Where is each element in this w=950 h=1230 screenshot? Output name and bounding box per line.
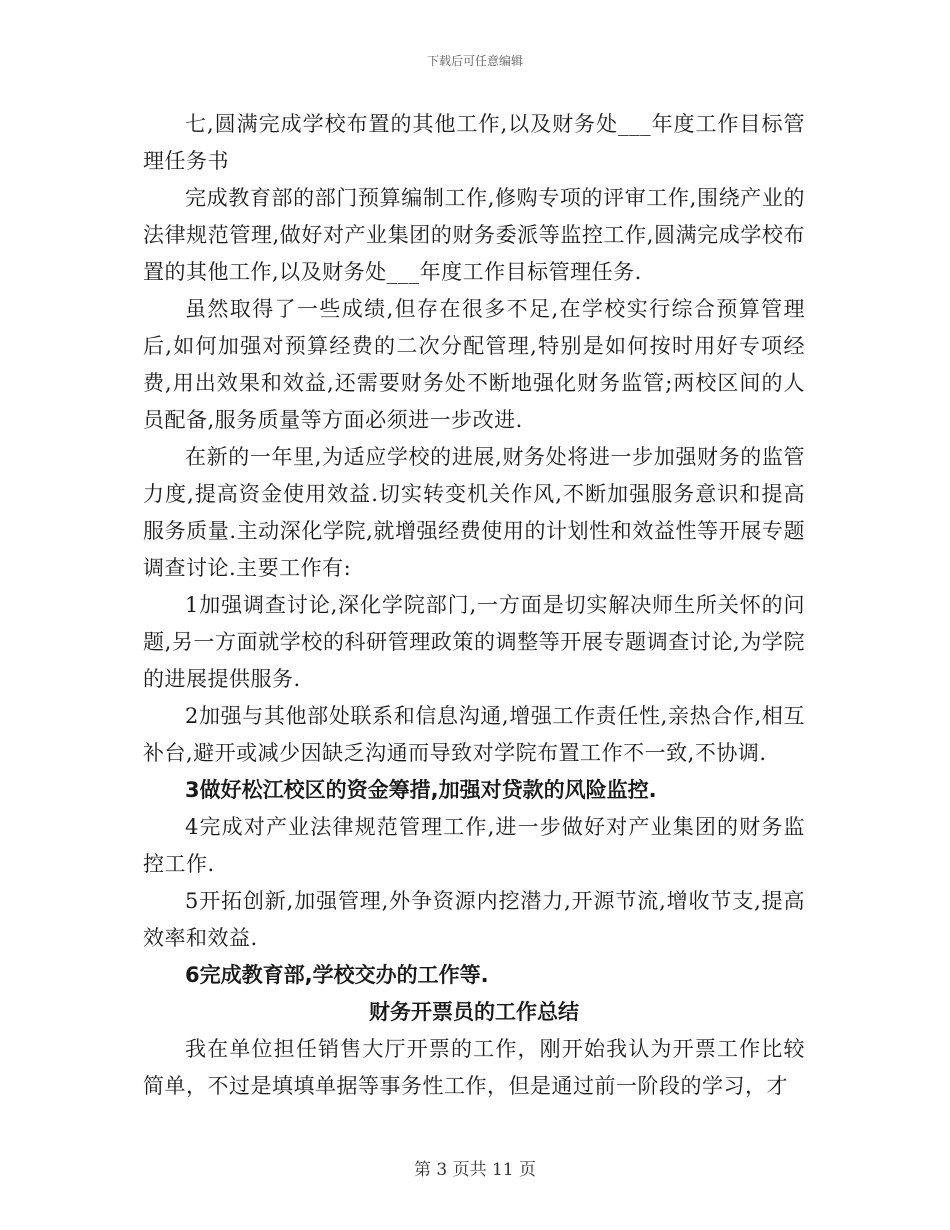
paragraph-new-year-plan: 在新的一年里,为适应学校的进展,财务处将进一步加强财务的监管力度,提高资金使用效益.切实转变机关作风,不断加强服务意识和提高服务质量.主动深化学院,就增强经费使用的计划性和效益性等开展专题调查讨论.主要工作有: — [143, 445, 805, 580]
list-item-3: 3做好松江校区的资金筹措,加强对贷款的风险监控. — [185, 778, 657, 802]
paragraph-shortcomings: 虽然取得了一些成绩,但存在很多不足,在学校实行综合预算管理后,如何加强对预算经费的二次分配管理,特别是如何按时用好专项经费,用出效果和效益,还需要财务处不断地强化财务监管;两校区间的人员配备,服务质量等方面必须进一步改进. — [143, 297, 805, 432]
page-footer: 第 3 页共 11 页 — [413, 1160, 537, 1180]
page-header: 下载后可任意编辑 — [426, 54, 523, 68]
paragraph-goal-7: 七,圆满完成学校布置的其他工作,以及财务处___年度工作目标管理任务书 — [143, 112, 805, 173]
paragraph-invoicing-intro: 我在单位担任销售大厅开票的工作，刚开始我认为开票工作比较简单，不过是填填单据等事务性工作，但是通过前一阶段的学习，才 — [143, 1037, 805, 1098]
list-item-2: 2加强与其他部处联系和信息沟通,增强工作责任性,亲热合作,相互补台,避开或减少因缺乏沟通而导致对学院布置工作不一致,不协调. — [143, 704, 805, 765]
list-item-4: 4完成对产业法律规范管理工作,进一步做好对产业集团的财务监控工作. — [143, 815, 805, 876]
list-item-1: 1加强调查讨论,深化学院部门,一方面是切实解决师生所关怀的问题,另一方面就学校的科研管理政策的调整等开展专题调查讨论,为学院的进展提供服务. — [143, 593, 805, 691]
section-title: 财务开票员的工作总结 — [369, 1000, 579, 1024]
list-item-6: 6完成教育部,学校交办的工作等. — [185, 963, 489, 987]
list-item-5: 5开拓创新,加强管理,外争资源内挖潜力,开源节流,增收节支,提高效率和效益. — [143, 889, 805, 950]
document-body — [143, 106, 805, 1105]
paragraph-goal-7-detail: 完成教育部的部门预算编制工作,修购专项的评审工作,围绕产业的法律规范管理,做好对产业集团的财务委派等监控工作,圆满完成学校布置的其他工作,以及财务处___年度工作目标管理任务. — [143, 186, 805, 284]
